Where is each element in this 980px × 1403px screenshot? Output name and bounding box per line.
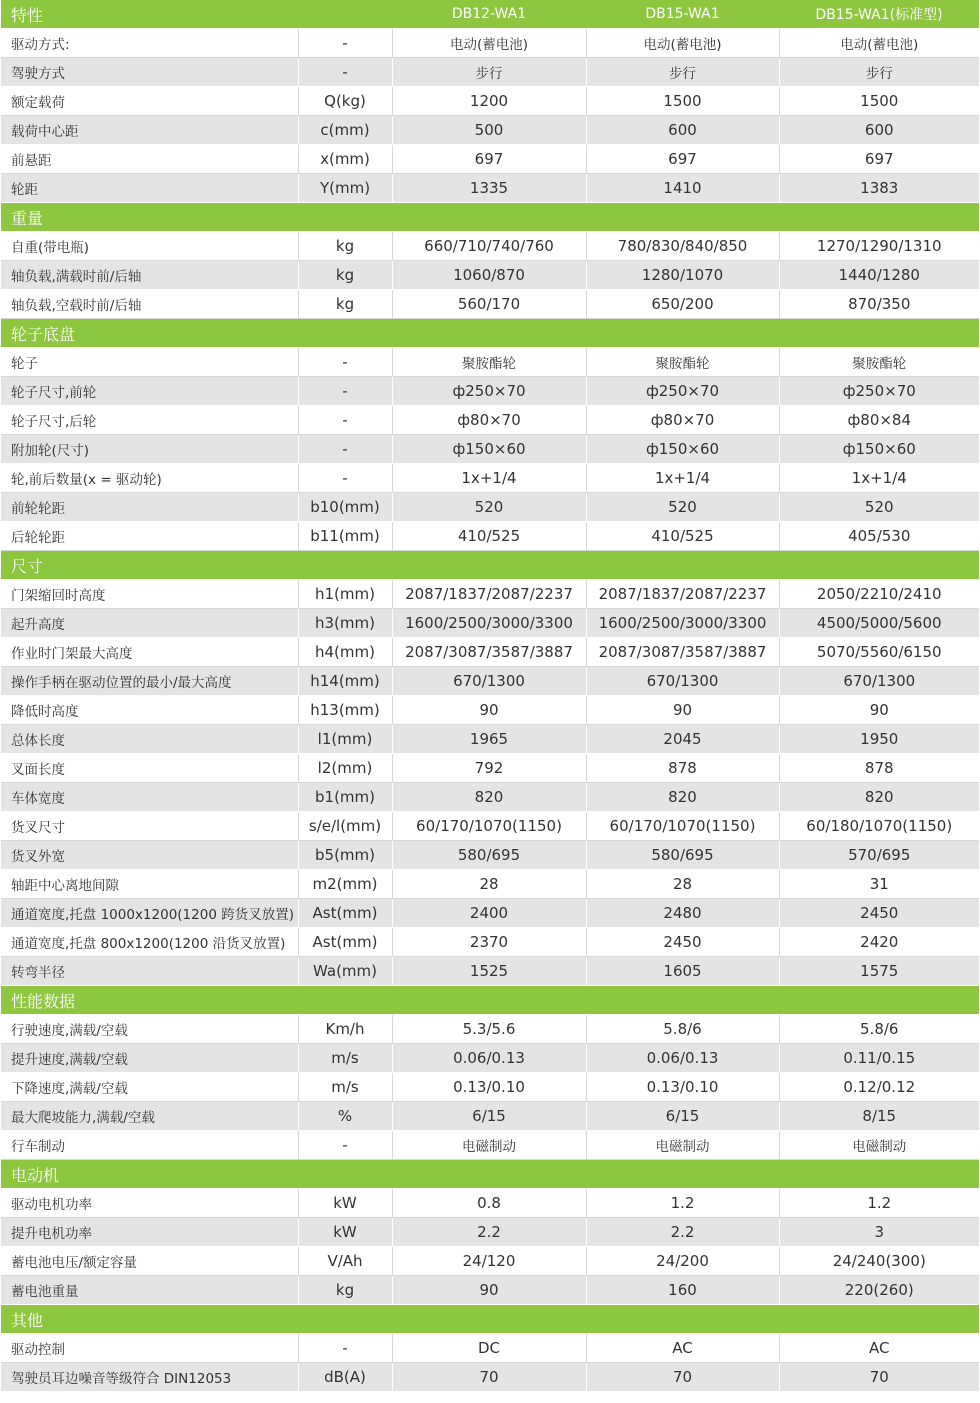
model-header: DB15-WA1 xyxy=(586,0,779,29)
table-row xyxy=(1,957,979,986)
value-cell: 520 xyxy=(779,493,979,522)
section-spacer xyxy=(298,203,392,232)
section-header xyxy=(1,551,979,580)
row-label: 轮距 xyxy=(1,174,298,203)
table-row xyxy=(1,928,979,957)
row-label: 轴距中心离地间隙 xyxy=(1,870,298,899)
row-unit: h3(mm) xyxy=(298,609,392,638)
table-row xyxy=(1,696,979,725)
section-spacer xyxy=(298,0,392,29)
row-unit: - xyxy=(298,406,392,435)
section-header xyxy=(1,986,979,1015)
value-cell: 878 xyxy=(779,754,979,783)
row-unit: kW xyxy=(298,1218,392,1247)
section-spacer xyxy=(779,1160,979,1189)
row-label: 行车制动 xyxy=(1,1131,298,1160)
table-row xyxy=(1,870,979,899)
value-cell: ф150×60 xyxy=(779,435,979,464)
table-row xyxy=(1,1102,979,1131)
row-unit: dB(A) xyxy=(298,1363,392,1392)
row-label: 作业时门架最大高度 xyxy=(1,638,298,667)
table-row xyxy=(1,522,979,551)
value-cell: 步行 xyxy=(779,58,979,87)
value-cell: 2087/1837/2087/2237 xyxy=(392,580,586,609)
value-cell: ф80×70 xyxy=(586,406,779,435)
row-unit: - xyxy=(298,1131,392,1160)
row-label: 下降速度,满载/空载 xyxy=(1,1073,298,1102)
table-row xyxy=(1,116,979,145)
value-cell: 0.8 xyxy=(392,1189,586,1218)
row-unit: - xyxy=(298,29,392,58)
section-spacer xyxy=(298,986,392,1015)
value-cell: 聚胺酯轮 xyxy=(779,348,979,377)
value-cell: 电动(蓄电池) xyxy=(392,29,586,58)
row-label: 载荷中心距 xyxy=(1,116,298,145)
section-spacer xyxy=(779,1305,979,1334)
table-row xyxy=(1,1131,979,1160)
row-unit: Q(kg) xyxy=(298,87,392,116)
value-cell: 1200 xyxy=(392,87,586,116)
section-spacer xyxy=(392,1305,586,1334)
value-cell: 5.8/6 xyxy=(779,1015,979,1044)
table-row xyxy=(1,1247,979,1276)
table-row xyxy=(1,290,979,319)
value-cell: 24/200 xyxy=(586,1247,779,1276)
model-header: DB12-WA1 xyxy=(392,0,586,29)
value-cell: 2370 xyxy=(392,928,586,957)
row-label: 通道宽度,托盘 800x1200(1200 沿货叉放置) xyxy=(1,928,298,957)
value-cell: 5.8/6 xyxy=(586,1015,779,1044)
row-label: 蓄电池电压/额定容量 xyxy=(1,1247,298,1276)
row-unit: m2(mm) xyxy=(298,870,392,899)
section-spacer xyxy=(392,203,586,232)
section-title: 其他 xyxy=(1,1305,298,1334)
value-cell: 90 xyxy=(586,696,779,725)
value-cell: 1.2 xyxy=(779,1189,979,1218)
value-cell: 2450 xyxy=(779,899,979,928)
row-unit: s/e/l(mm) xyxy=(298,812,392,841)
value-cell: 90 xyxy=(392,696,586,725)
row-label: 额定载荷 xyxy=(1,87,298,116)
value-cell: 600 xyxy=(779,116,979,145)
value-cell: 电动(蓄电池) xyxy=(586,29,779,58)
row-unit: b11(mm) xyxy=(298,522,392,551)
row-label: 最大爬坡能力,满载/空载 xyxy=(1,1102,298,1131)
row-label: 自重(带电瓶) xyxy=(1,232,298,261)
table-row xyxy=(1,812,979,841)
value-cell: 70 xyxy=(586,1363,779,1392)
row-unit: h14(mm) xyxy=(298,667,392,696)
row-unit: b10(mm) xyxy=(298,493,392,522)
value-cell: 1x+1/4 xyxy=(586,464,779,493)
value-cell: 5070/5560/6150 xyxy=(779,638,979,667)
table-row xyxy=(1,725,979,754)
value-cell: 0.06/0.13 xyxy=(586,1044,779,1073)
table-row xyxy=(1,464,979,493)
table-row xyxy=(1,261,979,290)
section-spacer xyxy=(779,319,979,348)
row-label: 轮子 xyxy=(1,348,298,377)
value-cell: 820 xyxy=(779,783,979,812)
value-cell: 2.2 xyxy=(392,1218,586,1247)
model-header: DB15-WA1(标准型) xyxy=(779,0,979,29)
table-row xyxy=(1,1015,979,1044)
row-label: 提升电机功率 xyxy=(1,1218,298,1247)
section-spacer xyxy=(392,1160,586,1189)
value-cell: 1060/870 xyxy=(392,261,586,290)
row-label: 门架缩回时高度 xyxy=(1,580,298,609)
table-row xyxy=(1,1218,979,1247)
value-cell: ф250×70 xyxy=(779,377,979,406)
table-row xyxy=(1,377,979,406)
table-row xyxy=(1,145,979,174)
table-row xyxy=(1,1334,979,1363)
value-cell: 24/240(300) xyxy=(779,1247,979,1276)
value-cell: 2450 xyxy=(586,928,779,957)
value-cell: 聚胺酯轮 xyxy=(586,348,779,377)
table-row xyxy=(1,435,979,464)
row-label: 驱动方式: xyxy=(1,29,298,58)
row-unit: % xyxy=(298,1102,392,1131)
value-cell: 1410 xyxy=(586,174,779,203)
section-header xyxy=(1,319,979,348)
table-row xyxy=(1,1189,979,1218)
row-unit: h4(mm) xyxy=(298,638,392,667)
value-cell: 1500 xyxy=(779,87,979,116)
table-row xyxy=(1,348,979,377)
value-cell: 2400 xyxy=(392,899,586,928)
section-title: 特性 xyxy=(1,0,298,29)
table-row xyxy=(1,841,979,870)
value-cell: ф80×84 xyxy=(779,406,979,435)
value-cell: 2050/2210/2410 xyxy=(779,580,979,609)
value-cell: 0.13/0.10 xyxy=(586,1073,779,1102)
value-cell: 697 xyxy=(779,145,979,174)
value-cell: 60/170/1070(1150) xyxy=(392,812,586,841)
section-spacer xyxy=(392,551,586,580)
value-cell: 410/525 xyxy=(586,522,779,551)
row-unit: Ast(mm) xyxy=(298,928,392,957)
row-unit: x(mm) xyxy=(298,145,392,174)
value-cell: 2087/3087/3587/3887 xyxy=(586,638,779,667)
row-label: 后轮轮距 xyxy=(1,522,298,551)
value-cell: 820 xyxy=(392,783,586,812)
value-cell: ф150×60 xyxy=(586,435,779,464)
value-cell: 90 xyxy=(392,1276,586,1305)
row-label: 操作手柄在驱动位置的最小/最大高度 xyxy=(1,667,298,696)
value-cell: 90 xyxy=(779,696,979,725)
row-unit: l1(mm) xyxy=(298,725,392,754)
table-row xyxy=(1,1276,979,1305)
value-cell: 6/15 xyxy=(586,1102,779,1131)
value-cell: 0.12/0.12 xyxy=(779,1073,979,1102)
value-cell: 2.2 xyxy=(586,1218,779,1247)
value-cell: 2480 xyxy=(586,899,779,928)
value-cell: 660/710/740/760 xyxy=(392,232,586,261)
table-row xyxy=(1,232,979,261)
value-cell: 5.3/5.6 xyxy=(392,1015,586,1044)
row-unit: Km/h xyxy=(298,1015,392,1044)
table-row xyxy=(1,667,979,696)
value-cell: 聚胺酯轮 xyxy=(392,348,586,377)
row-label: 前悬距 xyxy=(1,145,298,174)
value-cell: 步行 xyxy=(586,58,779,87)
value-cell: 670/1300 xyxy=(586,667,779,696)
row-label: 行驶速度,满载/空载 xyxy=(1,1015,298,1044)
value-cell: 2420 xyxy=(779,928,979,957)
row-unit: kg xyxy=(298,232,392,261)
row-label: 驾驶员耳边噪音等级符合 DIN12053 xyxy=(1,1363,298,1392)
row-label: 货叉外宽 xyxy=(1,841,298,870)
value-cell: 0.06/0.13 xyxy=(392,1044,586,1073)
value-cell: ф80×70 xyxy=(392,406,586,435)
value-cell: 24/120 xyxy=(392,1247,586,1276)
row-unit: l2(mm) xyxy=(298,754,392,783)
table-row xyxy=(1,58,979,87)
table-row xyxy=(1,1073,979,1102)
value-cell: ф250×70 xyxy=(392,377,586,406)
section-spacer xyxy=(298,551,392,580)
value-cell: 3 xyxy=(779,1218,979,1247)
value-cell: 1965 xyxy=(392,725,586,754)
row-label: 车体宽度 xyxy=(1,783,298,812)
table-row xyxy=(1,638,979,667)
value-cell: 697 xyxy=(392,145,586,174)
spec-table-body xyxy=(1,0,979,1392)
table-row xyxy=(1,1044,979,1073)
value-cell: 520 xyxy=(392,493,586,522)
row-unit: - xyxy=(298,435,392,464)
value-cell: 电磁制动 xyxy=(392,1131,586,1160)
table-row xyxy=(1,754,979,783)
value-cell: 电磁制动 xyxy=(586,1131,779,1160)
value-cell: 70 xyxy=(779,1363,979,1392)
row-unit: Wa(mm) xyxy=(298,957,392,986)
value-cell: 4500/5000/5600 xyxy=(779,609,979,638)
value-cell: 电磁制动 xyxy=(779,1131,979,1160)
value-cell: 0.11/0.15 xyxy=(779,1044,979,1073)
row-label: 货叉尺寸 xyxy=(1,812,298,841)
section-title: 重量 xyxy=(1,203,298,232)
row-unit: b5(mm) xyxy=(298,841,392,870)
value-cell: 570/695 xyxy=(779,841,979,870)
row-label: 起升高度 xyxy=(1,609,298,638)
section-spacer xyxy=(586,319,779,348)
value-cell: ф250×70 xyxy=(586,377,779,406)
value-cell: 6/15 xyxy=(392,1102,586,1131)
value-cell: 792 xyxy=(392,754,586,783)
value-cell: 70 xyxy=(392,1363,586,1392)
section-spacer xyxy=(298,319,392,348)
row-label: 轴负载,空载时前/后轴 xyxy=(1,290,298,319)
row-unit: h1(mm) xyxy=(298,580,392,609)
value-cell: 1500 xyxy=(586,87,779,116)
table-row xyxy=(1,29,979,58)
table-row xyxy=(1,174,979,203)
value-cell: 1.2 xyxy=(586,1189,779,1218)
row-label: 总体长度 xyxy=(1,725,298,754)
value-cell: AC xyxy=(779,1334,979,1363)
section-title: 电动机 xyxy=(1,1160,298,1189)
row-label: 叉面长度 xyxy=(1,754,298,783)
table-row xyxy=(1,899,979,928)
table-row xyxy=(1,493,979,522)
section-title: 轮子底盘 xyxy=(1,319,298,348)
row-label: 转弯半径 xyxy=(1,957,298,986)
section-spacer xyxy=(392,319,586,348)
value-cell: 电动(蓄电池) xyxy=(779,29,979,58)
value-cell: 28 xyxy=(586,870,779,899)
row-label: 驱动控制 xyxy=(1,1334,298,1363)
value-cell: AC xyxy=(586,1334,779,1363)
section-spacer xyxy=(779,203,979,232)
value-cell: 步行 xyxy=(392,58,586,87)
row-label: 通道宽度,托盘 1000x1200(1200 跨货叉放置) xyxy=(1,899,298,928)
value-cell: 650/200 xyxy=(586,290,779,319)
row-label: 附加轮(尺寸) xyxy=(1,435,298,464)
section-spacer xyxy=(586,1305,779,1334)
section-header xyxy=(1,1305,979,1334)
value-cell: 580/695 xyxy=(586,841,779,870)
row-label: 提升速度,满载/空载 xyxy=(1,1044,298,1073)
row-unit: kW xyxy=(298,1189,392,1218)
section-title: 尺寸 xyxy=(1,551,298,580)
value-cell: 1600/2500/3000/3300 xyxy=(392,609,586,638)
row-unit: V/Ah xyxy=(298,1247,392,1276)
row-unit: kg xyxy=(298,261,392,290)
row-label: 蓄电池重量 xyxy=(1,1276,298,1305)
value-cell: 60/180/1070(1150) xyxy=(779,812,979,841)
row-unit: - xyxy=(298,58,392,87)
row-unit: m/s xyxy=(298,1073,392,1102)
value-cell: 1x+1/4 xyxy=(779,464,979,493)
value-cell: 1605 xyxy=(586,957,779,986)
value-cell: 1x+1/4 xyxy=(392,464,586,493)
section-spacer xyxy=(586,1160,779,1189)
value-cell: 820 xyxy=(586,783,779,812)
row-label: 降低时高度 xyxy=(1,696,298,725)
value-cell: 1270/1290/1310 xyxy=(779,232,979,261)
section-spacer xyxy=(298,1160,392,1189)
section-spacer xyxy=(586,551,779,580)
row-label: 轮,前后数量(x = 驱动轮) xyxy=(1,464,298,493)
row-unit: c(mm) xyxy=(298,116,392,145)
section-header xyxy=(1,0,979,29)
value-cell: 1575 xyxy=(779,957,979,986)
row-unit: kg xyxy=(298,1276,392,1305)
spec-table xyxy=(1,0,979,1392)
table-row xyxy=(1,783,979,812)
value-cell: 1950 xyxy=(779,725,979,754)
table-row xyxy=(1,87,979,116)
value-cell: 580/695 xyxy=(392,841,586,870)
value-cell: 160 xyxy=(586,1276,779,1305)
value-cell: 1600/2500/3000/3300 xyxy=(586,609,779,638)
value-cell: 670/1300 xyxy=(779,667,979,696)
value-cell: 220(260) xyxy=(779,1276,979,1305)
value-cell: 31 xyxy=(779,870,979,899)
section-header xyxy=(1,1160,979,1189)
table-row xyxy=(1,406,979,435)
value-cell: 410/525 xyxy=(392,522,586,551)
value-cell: 1280/1070 xyxy=(586,261,779,290)
value-cell: 60/170/1070(1150) xyxy=(586,812,779,841)
row-unit: Y(mm) xyxy=(298,174,392,203)
value-cell: ф150×60 xyxy=(392,435,586,464)
value-cell: DC xyxy=(392,1334,586,1363)
section-spacer xyxy=(586,203,779,232)
value-cell: 560/170 xyxy=(392,290,586,319)
row-unit: kg xyxy=(298,290,392,319)
row-unit: b1(mm) xyxy=(298,783,392,812)
value-cell: 1440/1280 xyxy=(779,261,979,290)
value-cell: 600 xyxy=(586,116,779,145)
value-cell: 878 xyxy=(586,754,779,783)
value-cell: 697 xyxy=(586,145,779,174)
row-unit: - xyxy=(298,1334,392,1363)
value-cell: 1383 xyxy=(779,174,979,203)
row-unit: h13(mm) xyxy=(298,696,392,725)
section-title: 性能数据 xyxy=(1,986,298,1015)
row-label: 轮子尺寸,后轮 xyxy=(1,406,298,435)
row-label: 轮子尺寸,前轮 xyxy=(1,377,298,406)
row-unit: - xyxy=(298,464,392,493)
table-row xyxy=(1,609,979,638)
value-cell: 2087/3087/3587/3887 xyxy=(392,638,586,667)
table-row xyxy=(1,580,979,609)
value-cell: 405/530 xyxy=(779,522,979,551)
value-cell: 8/15 xyxy=(779,1102,979,1131)
row-label: 驱动电机功率 xyxy=(1,1189,298,1218)
row-label: 驾驶方式 xyxy=(1,58,298,87)
value-cell: 2087/1837/2087/2237 xyxy=(586,580,779,609)
section-spacer xyxy=(586,986,779,1015)
section-header xyxy=(1,203,979,232)
value-cell: 2045 xyxy=(586,725,779,754)
row-unit: - xyxy=(298,348,392,377)
row-unit: m/s xyxy=(298,1044,392,1073)
section-spacer xyxy=(392,986,586,1015)
value-cell: 870/350 xyxy=(779,290,979,319)
value-cell: 520 xyxy=(586,493,779,522)
value-cell: 1525 xyxy=(392,957,586,986)
section-spacer xyxy=(298,1305,392,1334)
section-spacer xyxy=(779,986,979,1015)
value-cell: 0.13/0.10 xyxy=(392,1073,586,1102)
row-label: 前轮轮距 xyxy=(1,493,298,522)
value-cell: 780/830/840/850 xyxy=(586,232,779,261)
value-cell: 1335 xyxy=(392,174,586,203)
row-label: 轴负载,满载时前/后轴 xyxy=(1,261,298,290)
value-cell: 28 xyxy=(392,870,586,899)
value-cell: 670/1300 xyxy=(392,667,586,696)
row-unit: Ast(mm) xyxy=(298,899,392,928)
section-spacer xyxy=(779,551,979,580)
table-row xyxy=(1,1363,979,1392)
row-unit: - xyxy=(298,377,392,406)
value-cell: 500 xyxy=(392,116,586,145)
